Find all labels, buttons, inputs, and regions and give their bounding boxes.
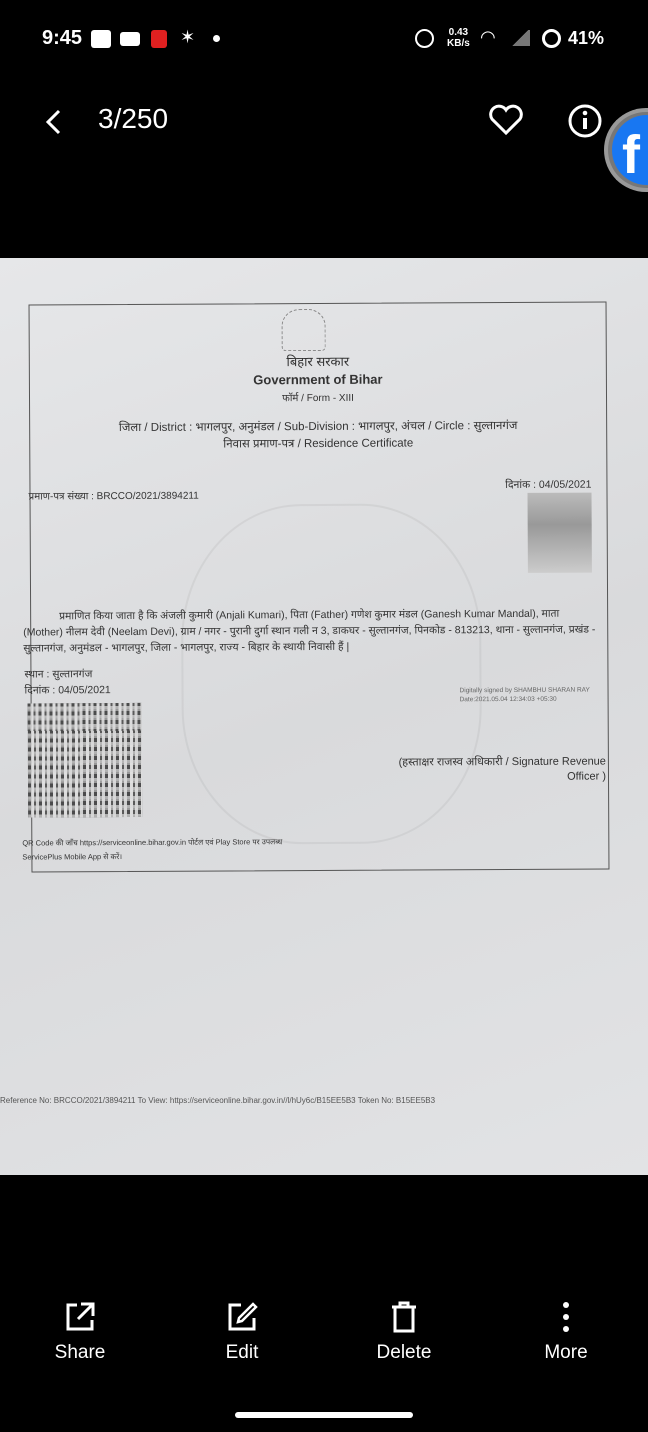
wifi-icon: ◠: [480, 27, 496, 47]
qr-note-1: QR Code की जाँच https://serviceonline.bihar.gov.in पोर्टल एवं Play Store पर उपलब्ध: [22, 837, 283, 848]
signal-icon: [510, 30, 530, 46]
photo-viewer-image[interactable]: [0, 258, 648, 1175]
heart-icon[interactable]: [488, 104, 524, 136]
delete-button[interactable]: [344, 1300, 464, 1364]
form-title: फॉर्म / Form - XIII: [282, 392, 354, 405]
reference-line: Reference No: BRCCO/2021/3894211 To View: https://serviceonline.bihar.gov.in//l/hUy6c/B15EE5B3 Token No: B15EE5B3: [0, 1096, 436, 1105]
digital-sign-2: Date:2021.05.04 12:34:03 +05:30: [459, 695, 557, 704]
image-counter: 3/250: [98, 103, 169, 134]
gov-title: Government of Bihar: [253, 371, 383, 388]
alarm-icon: [415, 29, 434, 48]
qr-code: [28, 703, 143, 818]
youtube-icon: [120, 32, 140, 46]
edit-icon: [225, 1300, 259, 1334]
dot-icon: [213, 35, 220, 42]
place: स्थान : सुल्तानगंज: [24, 668, 93, 681]
status-bar: [0, 0, 648, 78]
more-vertical-icon: [549, 1300, 583, 1334]
signature-label: (हस्ताक्षर राजस्व अधिकारी / Signature Revenue Officer ): [398, 755, 607, 783]
certificate: [22, 301, 610, 872]
more-button[interactable]: [506, 1300, 626, 1364]
edit-label: Edit: [225, 1342, 259, 1363]
digital-sign-1: Digitally signed by SHAMBHU SHARAN RAY: [459, 686, 590, 695]
net-speed-value: 0.43: [448, 27, 469, 38]
bihar-emblem-watermark: [181, 503, 483, 845]
trash-icon: [387, 1300, 421, 1334]
facebook-chat-head-icon[interactable]: f: [604, 108, 648, 192]
back-icon[interactable]: [42, 108, 64, 136]
hindi-gov-title: बिहार सरकार: [286, 353, 350, 370]
more-label: More: [544, 1342, 588, 1363]
qr-note-2: ServicePlus Mobile App से करें।: [22, 852, 123, 862]
certificate-body: प्रमाणित किया जाता है कि अंजली कुमारी (Anjali Kumari), पिता (Father) गणेश कुमार मंडल (Ganesh Kumar Mandal), माता (Mother) नीलम देवी (Neelam Devi), ग्राम / नगर - पुरानी दुर्गा स्थान गली न 3, डाकघर - सुल्तानगंज, पिनकोड - 813213, थाना - सुल्तानगंज, प्रखंड - सुल्तानगंज, अनुमंडल - भागलपुर, जिला - भागलपुर, राज्य - बिहार के स्थायी निवासी हैं |: [23, 607, 596, 655]
battery-icon: [542, 29, 561, 48]
home-gesture-bar[interactable]: [235, 1412, 413, 1418]
edit-button[interactable]: [182, 1300, 302, 1364]
pinwheel-icon: ✶: [180, 27, 196, 47]
applicant-photo: [528, 493, 592, 573]
certificate-number: प्रमाण-पत्र संख्या : BRCCO/2021/3894211: [28, 490, 199, 503]
gmail-icon: [91, 30, 111, 48]
share-icon: [63, 1300, 97, 1334]
certificate-type: निवास प्रमाण-पत्र / Residence Certificate: [223, 437, 414, 451]
clock: 9:45: [42, 27, 83, 49]
date-bottom: दिनांक : 04/05/2021: [24, 684, 111, 697]
share-button[interactable]: [20, 1300, 140, 1364]
net-speed: [447, 27, 470, 49]
share-label: Share: [54, 1342, 106, 1363]
delete-label: Delete: [376, 1342, 432, 1363]
battery-percent: 41%: [568, 28, 605, 48]
bihar-emblem-icon: [282, 309, 326, 351]
pdf-icon: [151, 30, 167, 48]
net-speed-unit: KB/s: [447, 38, 470, 49]
district-line: जिला / District : भागलपुर, अनुमंडल / Sub-Division : भागलपुर, अंचल / Circle : सुल्तानगंज: [118, 419, 518, 435]
issue-date: दिनांक : 04/05/2021: [505, 478, 592, 492]
info-icon[interactable]: [567, 103, 603, 139]
